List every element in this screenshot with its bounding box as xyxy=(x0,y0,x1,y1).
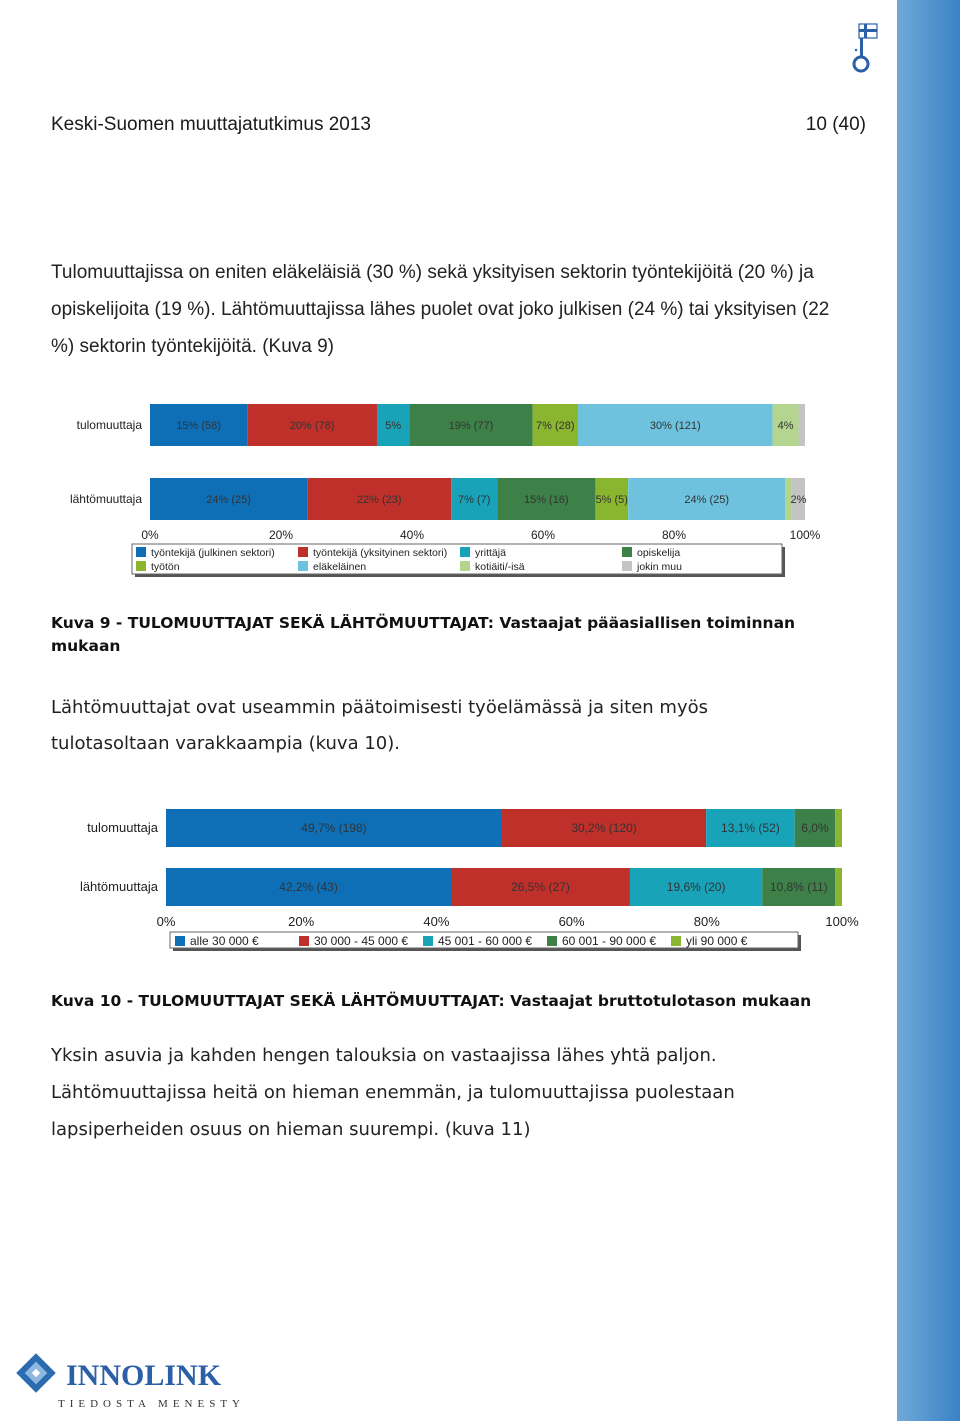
data-label: 6,0% xyxy=(801,821,829,835)
legend-label: yli 90 000 € xyxy=(686,934,748,948)
legend-swatch xyxy=(298,561,308,571)
data-label: 24% (25) xyxy=(206,494,251,506)
category-label: lähtömuuttaja xyxy=(69,492,142,506)
legend-swatch xyxy=(460,561,470,571)
data-label: 5% (5) xyxy=(595,494,628,506)
data-label: 26,5% (27) xyxy=(511,880,570,894)
legend-swatch xyxy=(423,936,433,946)
data-label: 24% (25) xyxy=(684,494,730,506)
legend-swatch xyxy=(175,936,185,946)
data-label: 49,7% (198) xyxy=(301,821,367,835)
data-label: 7% (28) xyxy=(536,420,575,432)
data-label: 15% (16) xyxy=(523,494,569,506)
x-tick-label: 20% xyxy=(288,914,315,929)
data-label: 30,2% (120) xyxy=(571,821,637,835)
legend-label: työntekijä (julkinen sektori) xyxy=(151,547,275,559)
caption-figure-10: Kuva 10 - TULOMUUTTAJAT SEKÄ LÄHTÖMUUTTAJAT: Vastaajat bruttotulotason mukaan xyxy=(51,992,812,1010)
side-band xyxy=(897,0,960,1421)
key-logo-icon xyxy=(842,22,882,74)
data-label: 42,2% (43) xyxy=(279,880,338,894)
legend-label: alle 30 000 € xyxy=(190,934,259,948)
x-tick-label: 60% xyxy=(530,528,556,542)
legend-label: työtön xyxy=(151,561,180,573)
brand-tagline: TIEDOSTA MENESTY xyxy=(58,1398,245,1410)
legend-swatch xyxy=(547,936,557,946)
x-tick-label: 0% xyxy=(141,528,159,542)
legend-swatch xyxy=(298,547,308,557)
legend-swatch xyxy=(136,547,146,557)
legend-swatch xyxy=(671,936,681,946)
x-tick-label: 100% xyxy=(825,914,859,929)
x-tick-label: 80% xyxy=(693,914,720,929)
bar-segment xyxy=(835,868,842,906)
caption-figure-9: Kuva 9 - TULOMUUTTAJAT SEKÄ LÄHTÖMUUTTAJAT: Vastaajat pääasiallisen toiminnan mukaan xyxy=(51,614,796,655)
page-header xyxy=(51,114,866,136)
legend-swatch xyxy=(460,547,470,557)
data-label: 13,1% (52) xyxy=(721,821,780,835)
x-tick-label: 40% xyxy=(423,914,450,929)
legend-swatch xyxy=(622,561,632,571)
legend-label: kotiäiti/-isä xyxy=(475,561,525,573)
paragraph-3: Yksin asuvia ja kahden hengen talouksia on vastaajissa lähes yhtä paljon. Lähtömuuttajissa heitä on hieman enemmän, ja tulomuuttajissa puolestaan lapsiperheiden osuus on hieman suurempi. (kuva 11) xyxy=(51,1045,735,1140)
legend-label: 30 000 - 45 000 € xyxy=(314,934,409,948)
innolink-logo xyxy=(6,1345,306,1415)
data-label: 4% xyxy=(777,420,794,432)
x-tick-label: 0% xyxy=(156,914,176,929)
paragraph-2: Lähtömuuttajat ovat useammin päätoimisesti työelämässä ja siten myös tulotasoltaan varakkaampia (kuva 10). xyxy=(51,697,708,754)
bar-segment xyxy=(799,404,805,446)
data-label: 19% (77) xyxy=(448,420,494,432)
data-label: 2% xyxy=(790,494,807,506)
legend-label: yrittäjä xyxy=(475,547,506,559)
legend-label: 45 001 - 60 000 € xyxy=(438,934,533,948)
x-tick-label: 100% xyxy=(789,528,821,542)
x-tick-label: 40% xyxy=(399,528,425,542)
category-label: lähtömuuttaja xyxy=(79,879,158,894)
data-label: 10,8% (11) xyxy=(769,880,828,894)
data-label: 30% (121) xyxy=(649,420,701,432)
data-label: 20% (78) xyxy=(289,420,335,432)
x-tick-label: 20% xyxy=(268,528,294,542)
legend-swatch xyxy=(136,561,146,571)
data-label: 7% (7) xyxy=(458,494,491,506)
chart-activity xyxy=(0,392,900,582)
legend-label: eläkeläinen xyxy=(313,561,367,573)
legend-label: työntekijä (yksityinen sektori) xyxy=(313,547,448,559)
category-label: tulomuuttaja xyxy=(76,418,142,432)
x-tick-label: 60% xyxy=(558,914,585,929)
innolink-diamond-icon xyxy=(16,1353,56,1393)
page-number: 10 (40) xyxy=(805,114,866,135)
category-label: tulomuuttaja xyxy=(87,820,158,835)
legend-label: jokin muu xyxy=(637,561,682,573)
paragraph-1: Tulomuuttajissa on eniten eläkeläisiä (30 %) sekä yksityisen sektorin työntekijöitä (20 %) ja opiskelijoita (19 %). Lähtömuuttajissa lähes puolet ovat joko julkisen (24 %) tai yksityisen (22 %) sektorin työntekijöitä. (Kuva 9) xyxy=(51,262,830,357)
chart-income xyxy=(0,800,900,960)
document-title: Keski-Suomen muuttajatutkimus 2013 xyxy=(51,114,371,135)
legend-swatch xyxy=(299,936,309,946)
bar-segment xyxy=(835,809,842,847)
legend-label: opiskelija xyxy=(637,547,681,559)
legend-swatch xyxy=(622,547,632,557)
data-label: 22% (23) xyxy=(356,494,402,506)
data-label: 15% (58) xyxy=(176,420,221,432)
brand-name: INNOLINK xyxy=(66,1359,222,1392)
x-tick-label: 80% xyxy=(661,528,687,542)
data-label: 5% xyxy=(385,420,402,432)
legend-label: 60 001 - 90 000 € xyxy=(562,934,657,948)
data-label: 19,6% (20) xyxy=(666,880,726,894)
